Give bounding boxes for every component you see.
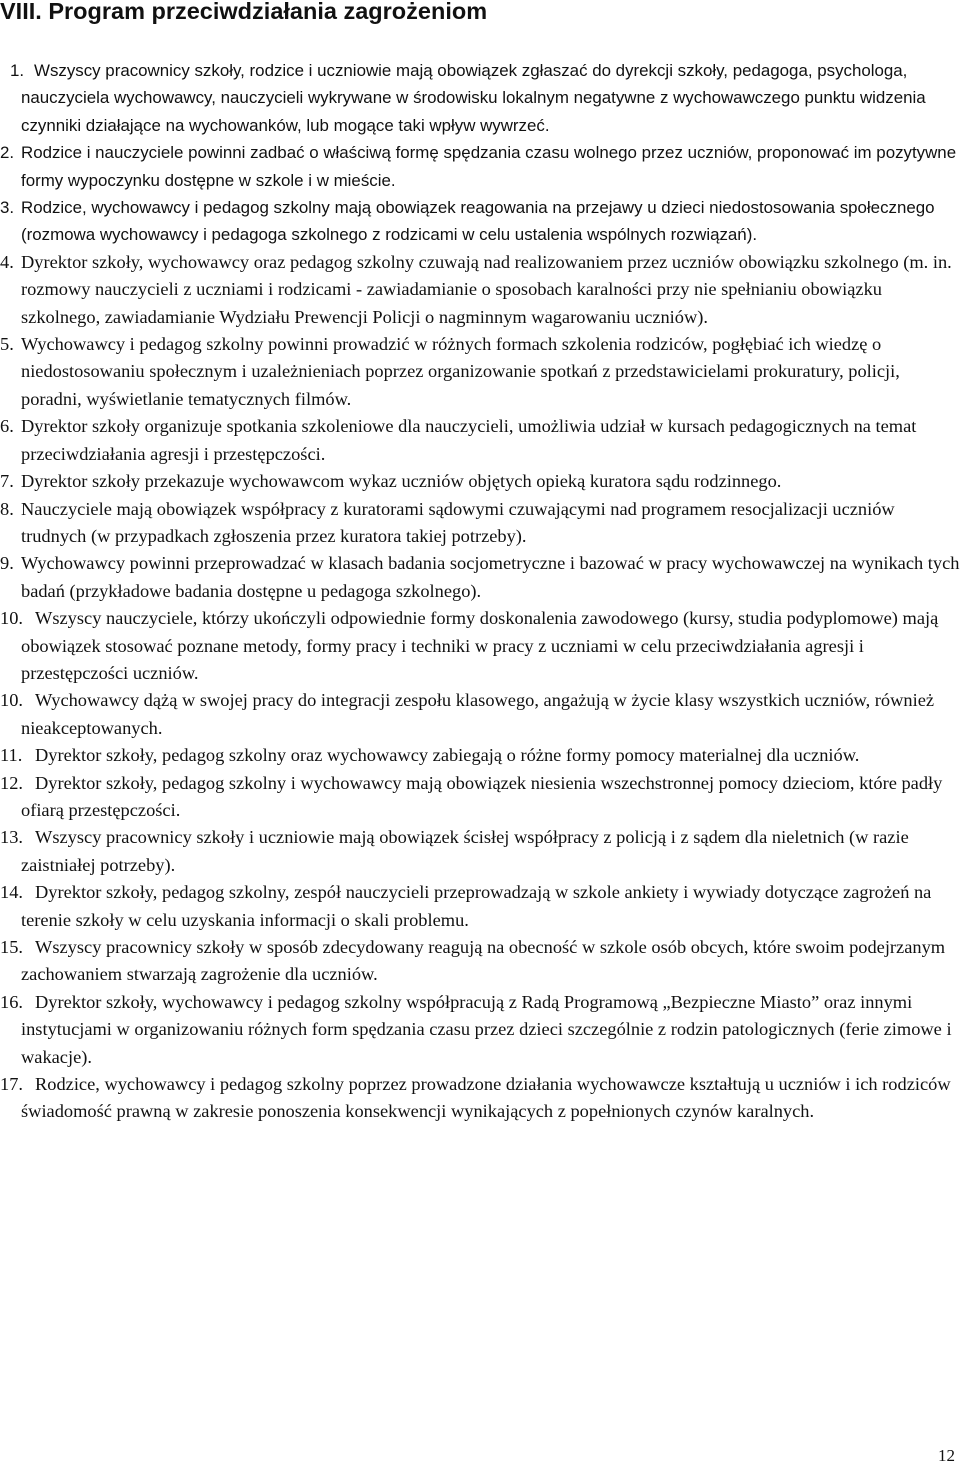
item-number: 5. <box>0 334 14 355</box>
item-number: 9. <box>0 553 14 574</box>
item-number: 15. <box>0 937 23 957</box>
list-item <box>0 413 960 468</box>
item-text: Dyrektor szkoły przekazuje wychowawcom wykaz uczniów objętych opieką kuratora sądu rodzinnego. <box>21 471 782 492</box>
list-item <box>0 249 960 331</box>
page-number: 12 <box>938 1446 955 1465</box>
list-item <box>0 468 960 495</box>
list-item <box>0 139 960 194</box>
list-item <box>0 550 960 605</box>
item-number: 10. <box>0 690 23 711</box>
item-number: 17. <box>0 1074 23 1095</box>
item-number: 8. <box>0 498 14 519</box>
list-item <box>0 934 960 989</box>
list-item <box>0 687 960 742</box>
item-text: Wychowawcy i pedagog szkolny powinni prowadzić w różnych formach szkolenia rodziców, pogłębiać ich wiedzę o niedostosowaniu społecznym i uzależnieniach poprzez organizowanie spotkań z przedstawicielami prokuratury, policji, poradni, wyświetlanie tematycznych filmów. <box>21 334 900 409</box>
item-number: 10. <box>0 608 23 629</box>
item-number: 13. <box>0 827 23 848</box>
item-number: 7. <box>0 471 14 492</box>
item-text: Rodzice i nauczyciele powinni zadbać o właściwą formę spędzania czasu wolnego przez uczniów, proponować im pozytywne formy wypoczynku dostępne w szkole i w mieście. <box>21 143 957 190</box>
list-item <box>0 879 960 934</box>
item-text: Nauczyciele mają obowiązek współpracy z kuratorami sądowymi czuwającymi nad programem resocjalizacji uczniów trudnych (w przypadkach zgłoszenia przez kuratora takiej potrzeby). <box>21 498 895 546</box>
list-item <box>0 1071 960 1126</box>
list-item <box>0 742 960 769</box>
list-item <box>0 57 960 139</box>
item-text: Wszyscy pracownicy szkoły i uczniowie mają obowiązek ścisłej współpracy z policją i z sądem dla nieletnich (w razie zaistniałej potrzeby). <box>21 827 909 875</box>
item-number: 12. <box>0 772 23 793</box>
item-text: Wychowawcy dążą w swojej pracy do integracji zespołu klasowego, angażują w życie klasy wszystkich uczniów, również nieakceptowanych. <box>21 690 935 738</box>
item-number: 1. <box>10 61 25 80</box>
item-text: Rodzice, wychowawcy i pedagog szkolny mają obowiązek reagowania na przejawy u dzieci niedostosowania społecznego (rozmowa wychowawcy i pedagoga szkolnego z rodzicami w celu ustalenia wspólnych rozwiązań). <box>21 198 935 245</box>
list-item <box>0 496 960 551</box>
item-text: Dyrektor szkoły, wychowawcy i pedagog szkolny współpracują z Radą Programową „Bezpieczne Miasto” oraz innymi instytucjami w organizowaniu różnych form spędzania czasu przez dzieci szczególnie z rodzin patologicznych (ferie zimowe i wakacje). <box>21 991 952 1067</box>
item-text: Dyrektor szkoły organizuje spotkania szkoleniowe dla nauczycieli, umożliwia udział w kursach pedagogicznych na temat przeciwdziałania agresji i przestępczości. <box>21 416 917 464</box>
item-text: Wszyscy pracownicy szkoły w sposób zdecydowany reagują na obecność w szkole osób obcych, które swoim podejrzanym zachowaniem stwarzają zagrożenie dla uczniów. <box>21 937 946 985</box>
list-item <box>0 770 960 825</box>
list-item <box>0 989 960 1071</box>
item-number: 6. <box>0 416 14 437</box>
measures-list <box>0 57 960 1126</box>
item-text: Dyrektor szkoły, pedagog szkolny, zespół nauczycieli przeprowadzają w szkole ankiety i wywiady dotyczące zagrożeń na terenie szkoły w celu uzyskania informacji o skali problemu. <box>21 882 932 930</box>
item-text: Rodzice, wychowawcy i pedagog szkolny poprzez prowadzone działania wychowawcze kształtują u uczniów i ich rodziców świadomość prawną w zakresie ponoszenia konsekwencji wynikających z popełnionych czynów karalnych. <box>21 1074 951 1122</box>
list-item <box>0 331 960 413</box>
item-number: 16. <box>0 991 23 1012</box>
item-number: 2. <box>0 143 15 163</box>
section-heading: VIII. Program przeciwdziałania zagrożeniom <box>0 0 488 24</box>
item-text: Wszyscy nauczyciele, którzy ukończyli odpowiednie formy doskonalenia zawodowego (kursy, studia podyplomowe) mają obowiązek stosować poznane metody, formy pracy i techniki w pracy z uczniami w celu przeciwdziałania agresji i przestępczości uczniów. <box>21 608 939 683</box>
item-text: Wszyscy pracownicy szkoły, rodzice i uczniowie mają obowiązek zgłaszać do dyrekcji szkoły, pedagoga, psychologa, nauczyciela wychowawcy, nauczycieli wykrywane w środowisku lokalnym negatywne z wychowawczego punktu widzenia czynniki działające na wychowanków, lub mogące taki wpływ wywrzeć. <box>21 61 926 135</box>
item-number: 4. <box>0 251 14 272</box>
item-number: 14. <box>0 882 23 903</box>
item-text: Dyrektor szkoły, pedagog szkolny i wychowawcy mają obowiązek niesienia wszechstronnej pomocy dzieciom, które padły ofiarą przestępczości. <box>21 772 943 820</box>
item-text: Wychowawcy powinni przeprowadzać w klasach badania socjometryczne i bazować w pracy wychowawczej na wynikach tych badań (przykładowe badania dostępne u pedagoga szkolnego). <box>21 553 960 601</box>
list-item <box>0 605 960 687</box>
item-text: Dyrektor szkoły, wychowawcy oraz pedagog szkolny czuwają nad realizowaniem przez uczniów obowiązku szkolnego (m. in. rozmowy nauczycieli z uczniami i rodzicami - zawiadamianie o sposobach karalności przy nie spełnianiu obowiązku szkolnego, zawiadamianie Wydziału Prewencji Policji o nagminnym wagarowaniu uczniów). <box>21 251 952 327</box>
item-number: 3. <box>0 198 15 218</box>
list-item <box>0 194 960 249</box>
list-item <box>0 824 960 879</box>
item-number: 11. <box>0 745 23 766</box>
item-text: Dyrektor szkoły, pedagog szkolny oraz wychowawcy zabiegają o różne formy pomocy materialnej dla uczniów. <box>35 745 860 766</box>
